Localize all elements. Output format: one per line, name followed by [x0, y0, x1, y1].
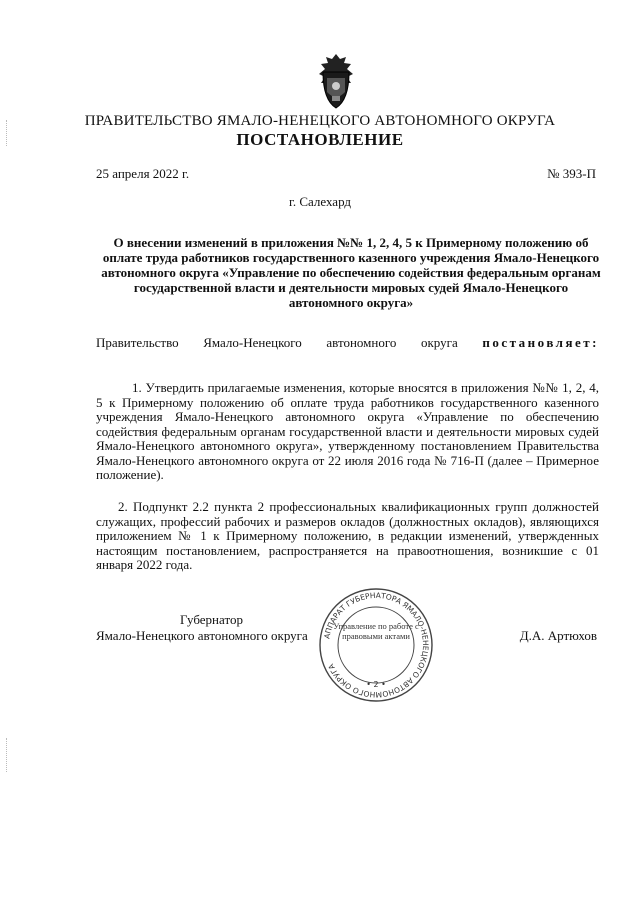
signatory-title: Губернатор — [180, 612, 243, 627]
official-stamp — [318, 587, 434, 703]
intro-verb: постановляет: — [482, 335, 599, 350]
paragraph-item-1: 1. Утвердить прилагаемые изменения, которые вносятся в приложения №№ 1, 2, 4, 5 к Примерному положению об оплате труда работников государственного казенного учреждения Ямало-Ненецкого автономного округа «Управление по обеспечению содействия федеральным органам государственной власти и деятельности мировых судей Ямало-Ненецкого автономного округа», утвержденному постановлением Правительства Ямало-Ненецкого автономного округа от 22 июля 2016 года № 716-П (далее – Примерное положение). — [96, 380, 599, 482]
document-city: г. Салехард — [288, 194, 352, 209]
paragraph-item-2: 2. Подпункт 2.2 пункта 2 профессиональных квалификационных групп должностей служащих, профессий рабочих и размеров окладов (должностных окладов), являющихся приложением № 1 к Примерному положению, в редакции изменений, утвержденных настоящим постановлением, распространяется на правоотношения, возникшие с 01 января 2022 года. — [96, 499, 599, 572]
signatory-name: Д.А. Артюхов — [519, 628, 597, 643]
coat-of-arms-icon — [313, 52, 359, 112]
government-name: ПРАВИТЕЛЬСТВО ЯМАЛО-НЕНЕЦКОГО АВТОНОМНОГО ОКРУГА — [84, 113, 556, 129]
stamp-center-text: Управление по работе с правовыми актами — [333, 621, 419, 641]
scan-edge-mark — [6, 738, 10, 772]
scan-edge-mark — [6, 120, 10, 146]
document-title: О внесении изменений в приложения №№ 1, 2, 4, 5 к Примерному положению об оплате труда работников государственного казенного учреждения Ямало-Ненецкого автономного округа «Управление по обеспечению содействия федеральным органам государственной власти и деятельности мировых судей Ямало-Ненецкого автономного округа» — [101, 235, 601, 310]
document-date: 25 апреля 2022 г. — [96, 166, 190, 181]
stamp-number: • 2 • — [366, 680, 386, 689]
stamp-ring-text: АППАРАТ ГУБЕРНАТОРА ЯМАЛО-НЕНЕЦКОГО АВТОНОМНОГО ОКРУГА — [322, 590, 431, 700]
document-number: № 393-П — [547, 166, 596, 181]
intro-text: Правительство Ямало-Ненецкого автономного округа — [96, 335, 458, 350]
intro-paragraph — [96, 336, 599, 351]
document-type: ПОСТАНОВЛЕНИЕ — [236, 130, 404, 149]
signatory-region: Ямало-Ненецкого автономного округа — [96, 628, 308, 643]
